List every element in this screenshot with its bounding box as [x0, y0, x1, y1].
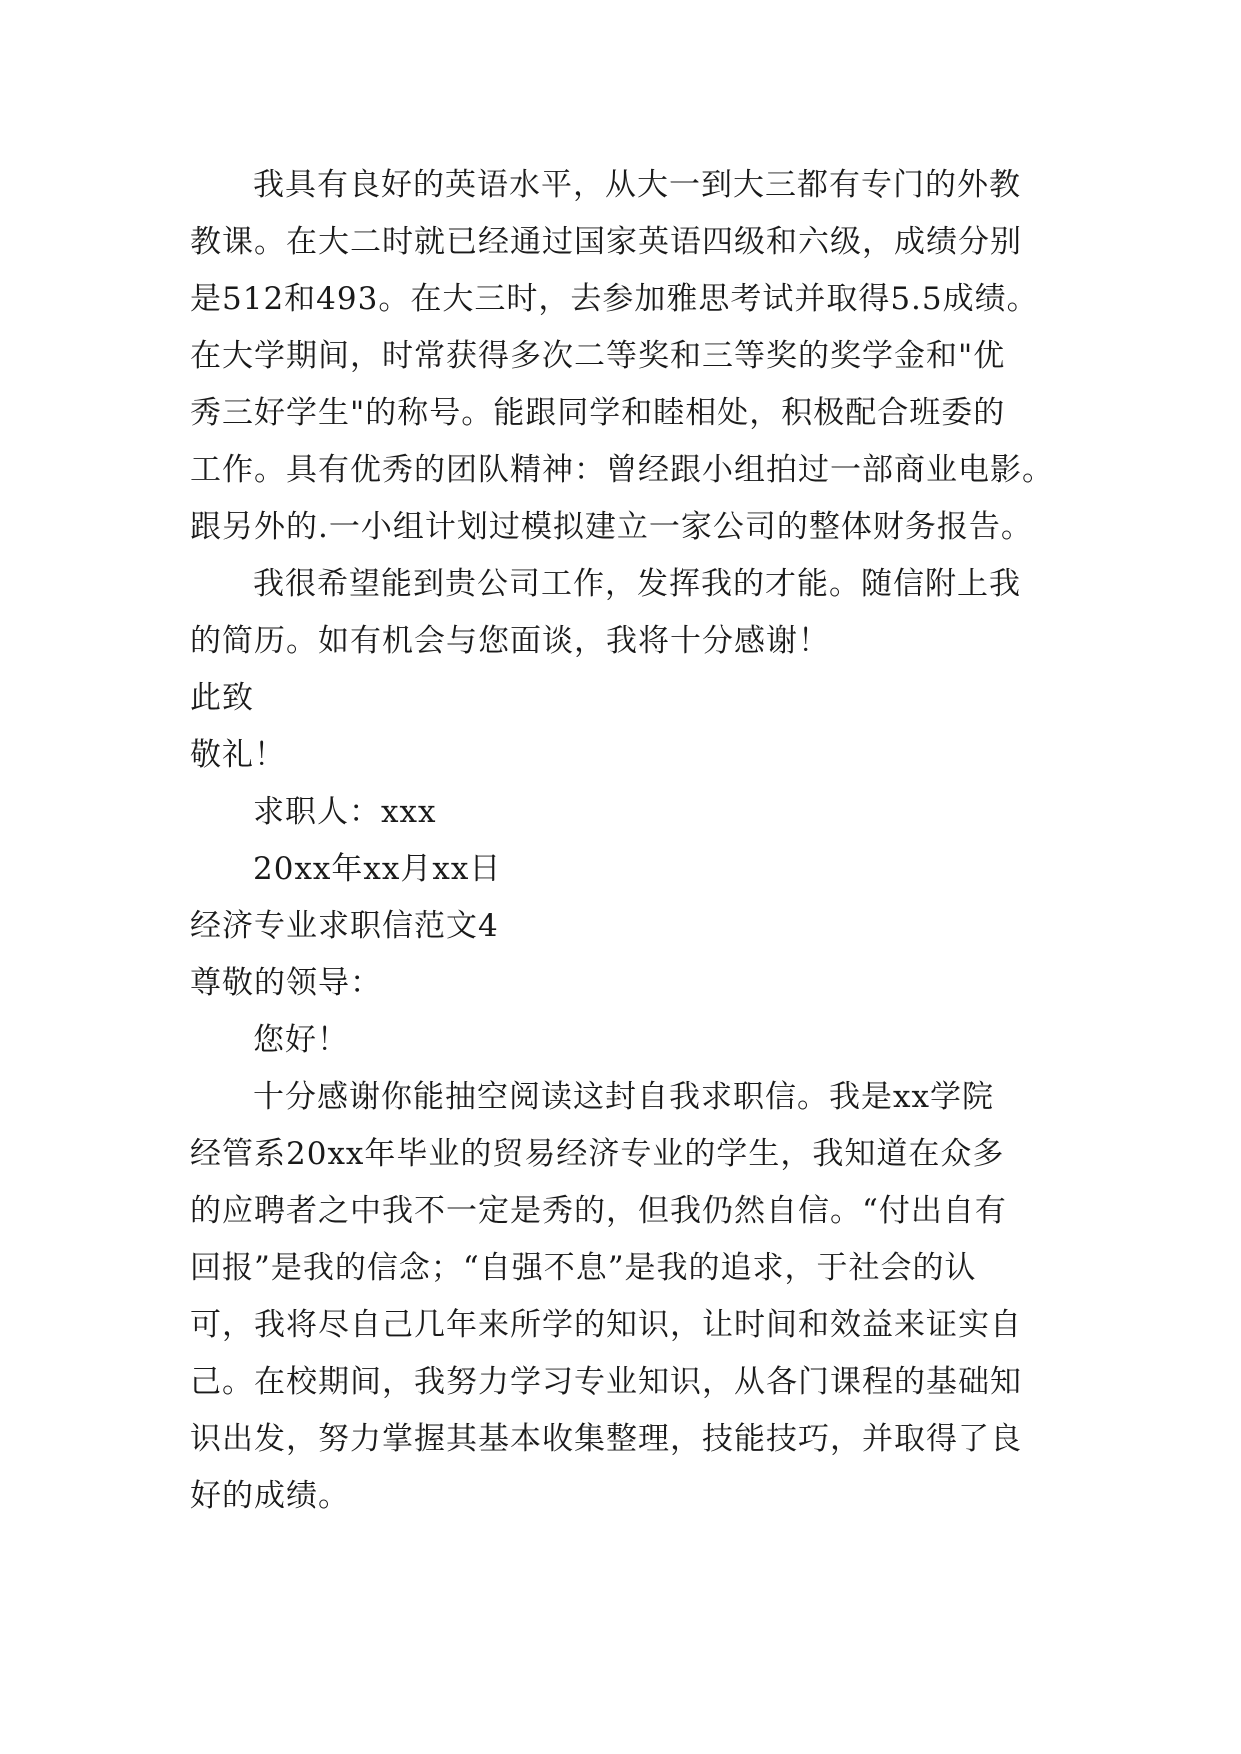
text-line: 可，我将尽自己几年来所学的知识，让时间和效益来证实自	[190, 1307, 1022, 1343]
text-line: 在大学期间，时常获得多次二等奖和三等奖的奖学金和"优	[190, 338, 1006, 374]
text-line: 秀三好学生"的称号。能跟同学和睦相处，积极配合班委的	[190, 395, 1006, 431]
text-line: 经管系20xx年毕业的贸易经济专业的学生，我知道在众多	[190, 1136, 1005, 1172]
greeting-hello: 您好！	[253, 1022, 349, 1058]
text-line: 我具有良好的英语水平，从大一到大三都有专门的外教	[253, 167, 1021, 203]
text-line: 的简历。如有机会与您面谈，我将十分感谢！	[190, 623, 830, 659]
closing-regards: 敬礼！	[190, 737, 286, 773]
text-line: 教课。在大二时就已经通过国家英语四级和六级，成绩分别	[190, 224, 1022, 260]
text-line: 己。在校期间，我努力学习专业知识，从各门课程的基础知	[190, 1364, 1022, 1400]
text-line: 识出发，努力掌握其基本收集整理，技能技巧，并取得了良	[190, 1421, 1022, 1457]
signature-date: 20xx年xx月xx日	[253, 851, 502, 887]
greeting: 尊敬的领导：	[190, 965, 382, 1001]
text-line: 是512和493。在大三时，去参加雅思考试并取得5.5成绩。	[190, 281, 1039, 317]
text-line: 跟另外的.一小组计划过模拟建立一家公司的整体财务报告。	[190, 509, 1033, 545]
text-line: 我很希望能到贵公司工作，发挥我的才能。随信附上我	[253, 566, 1021, 602]
text-line: 好的成绩。	[190, 1478, 350, 1514]
text-line: 工作。具有优秀的团队精神：曾经跟小组拍过一部商业电影。	[190, 452, 1054, 488]
closing-salutation: 此致	[190, 680, 254, 716]
text-line: 回报”是我的信念；“自强不息”是我的追求，于社会的认	[190, 1250, 977, 1286]
text-line: 的应聘者之中我不一定是秀的，但我仍然自信。“付出自有	[190, 1193, 1007, 1229]
text-line: 十分感谢你能抽空阅读这封自我求职信。我是xx学院	[253, 1079, 994, 1115]
section-title: 经济专业求职信范文4	[190, 908, 499, 944]
signature-name: 求职人：xxx	[253, 794, 437, 830]
